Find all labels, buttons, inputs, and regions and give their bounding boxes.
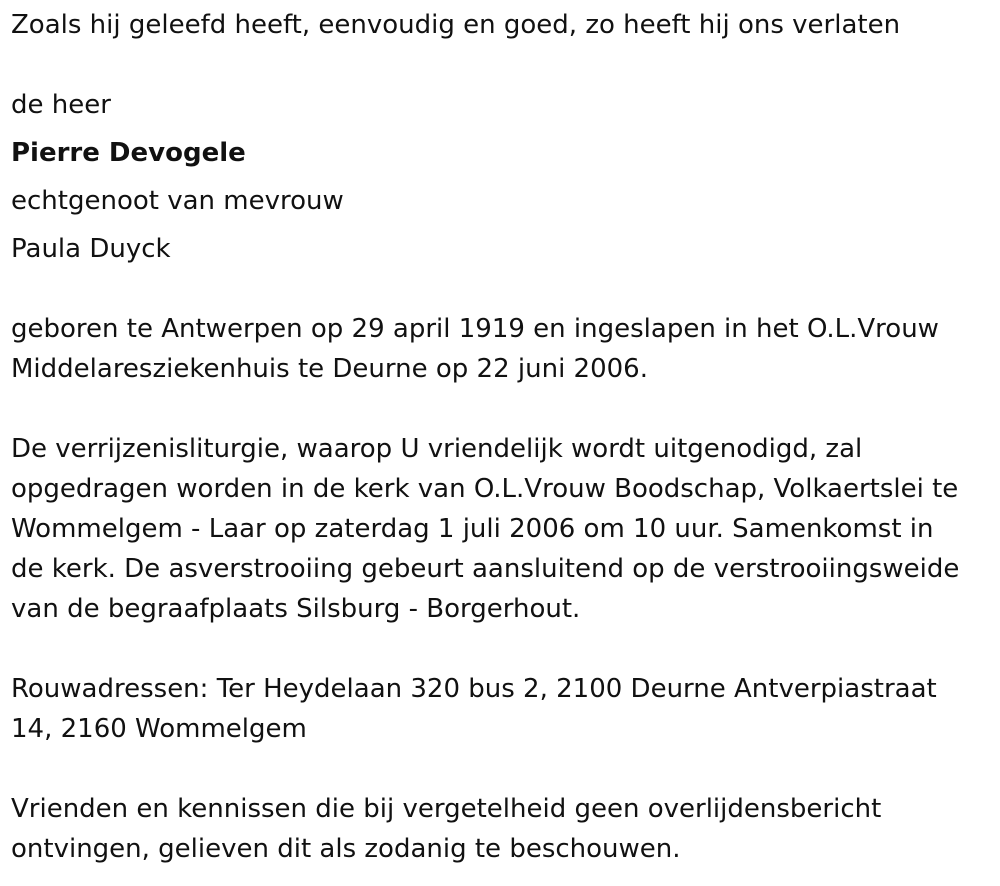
ceremony-line: Wommelgem - Laar op zaterdag 1 juli 2006 om 10 uur. Samenkomst in xyxy=(11,514,934,544)
birth-death-line: geboren te Antwerpen op 29 april 1919 en ingeslapen in het O.L.Vrouw xyxy=(11,314,939,344)
closing-line: Vrienden en kennissen die bij vergetelheid geen overlijdensbericht xyxy=(11,794,882,824)
closing-line: ontvingen, gelieven dit als zodanig te beschouwen. xyxy=(11,834,681,864)
ceremony-line: De verrijzenisliturgie, waarop U vriendelijk wordt uitgenodigd, zal xyxy=(11,434,863,464)
ceremony-line: de kerk. De asverstrooiing gebeurt aansluitend op de verstrooiingsweide xyxy=(11,554,960,584)
closing-paragraph xyxy=(11,789,989,869)
intro-quote: Zoals hij geleefd heeft, eenvoudig en goed, zo heeft hij ons verlaten xyxy=(11,10,901,40)
spouse-name: Paula Duyck xyxy=(11,234,171,264)
deceased-name: Pierre Devogele xyxy=(11,138,246,168)
salutation: de heer xyxy=(11,90,111,120)
addresses-paragraph xyxy=(11,669,989,749)
address-line: Rouwadressen: Ter Heydelaan 320 bus 2, 2100 Deurne Antverpiastraat xyxy=(11,674,937,704)
ceremony-paragraph xyxy=(11,429,989,629)
birth-death-line: Middelaresziekenhuis te Deurne op 22 juni 2006. xyxy=(11,354,648,384)
spouse-label: echtgenoot van mevrouw xyxy=(11,186,344,216)
ceremony-line: opgedragen worden in de kerk van O.L.Vrouw Boodschap, Volkaertslei te xyxy=(11,474,959,504)
address-line: 14, 2160 Wommelgem xyxy=(11,714,307,744)
birth-death-paragraph xyxy=(11,309,989,389)
ceremony-line: van de begraafplaats Silsburg - Borgerhout. xyxy=(11,594,581,624)
